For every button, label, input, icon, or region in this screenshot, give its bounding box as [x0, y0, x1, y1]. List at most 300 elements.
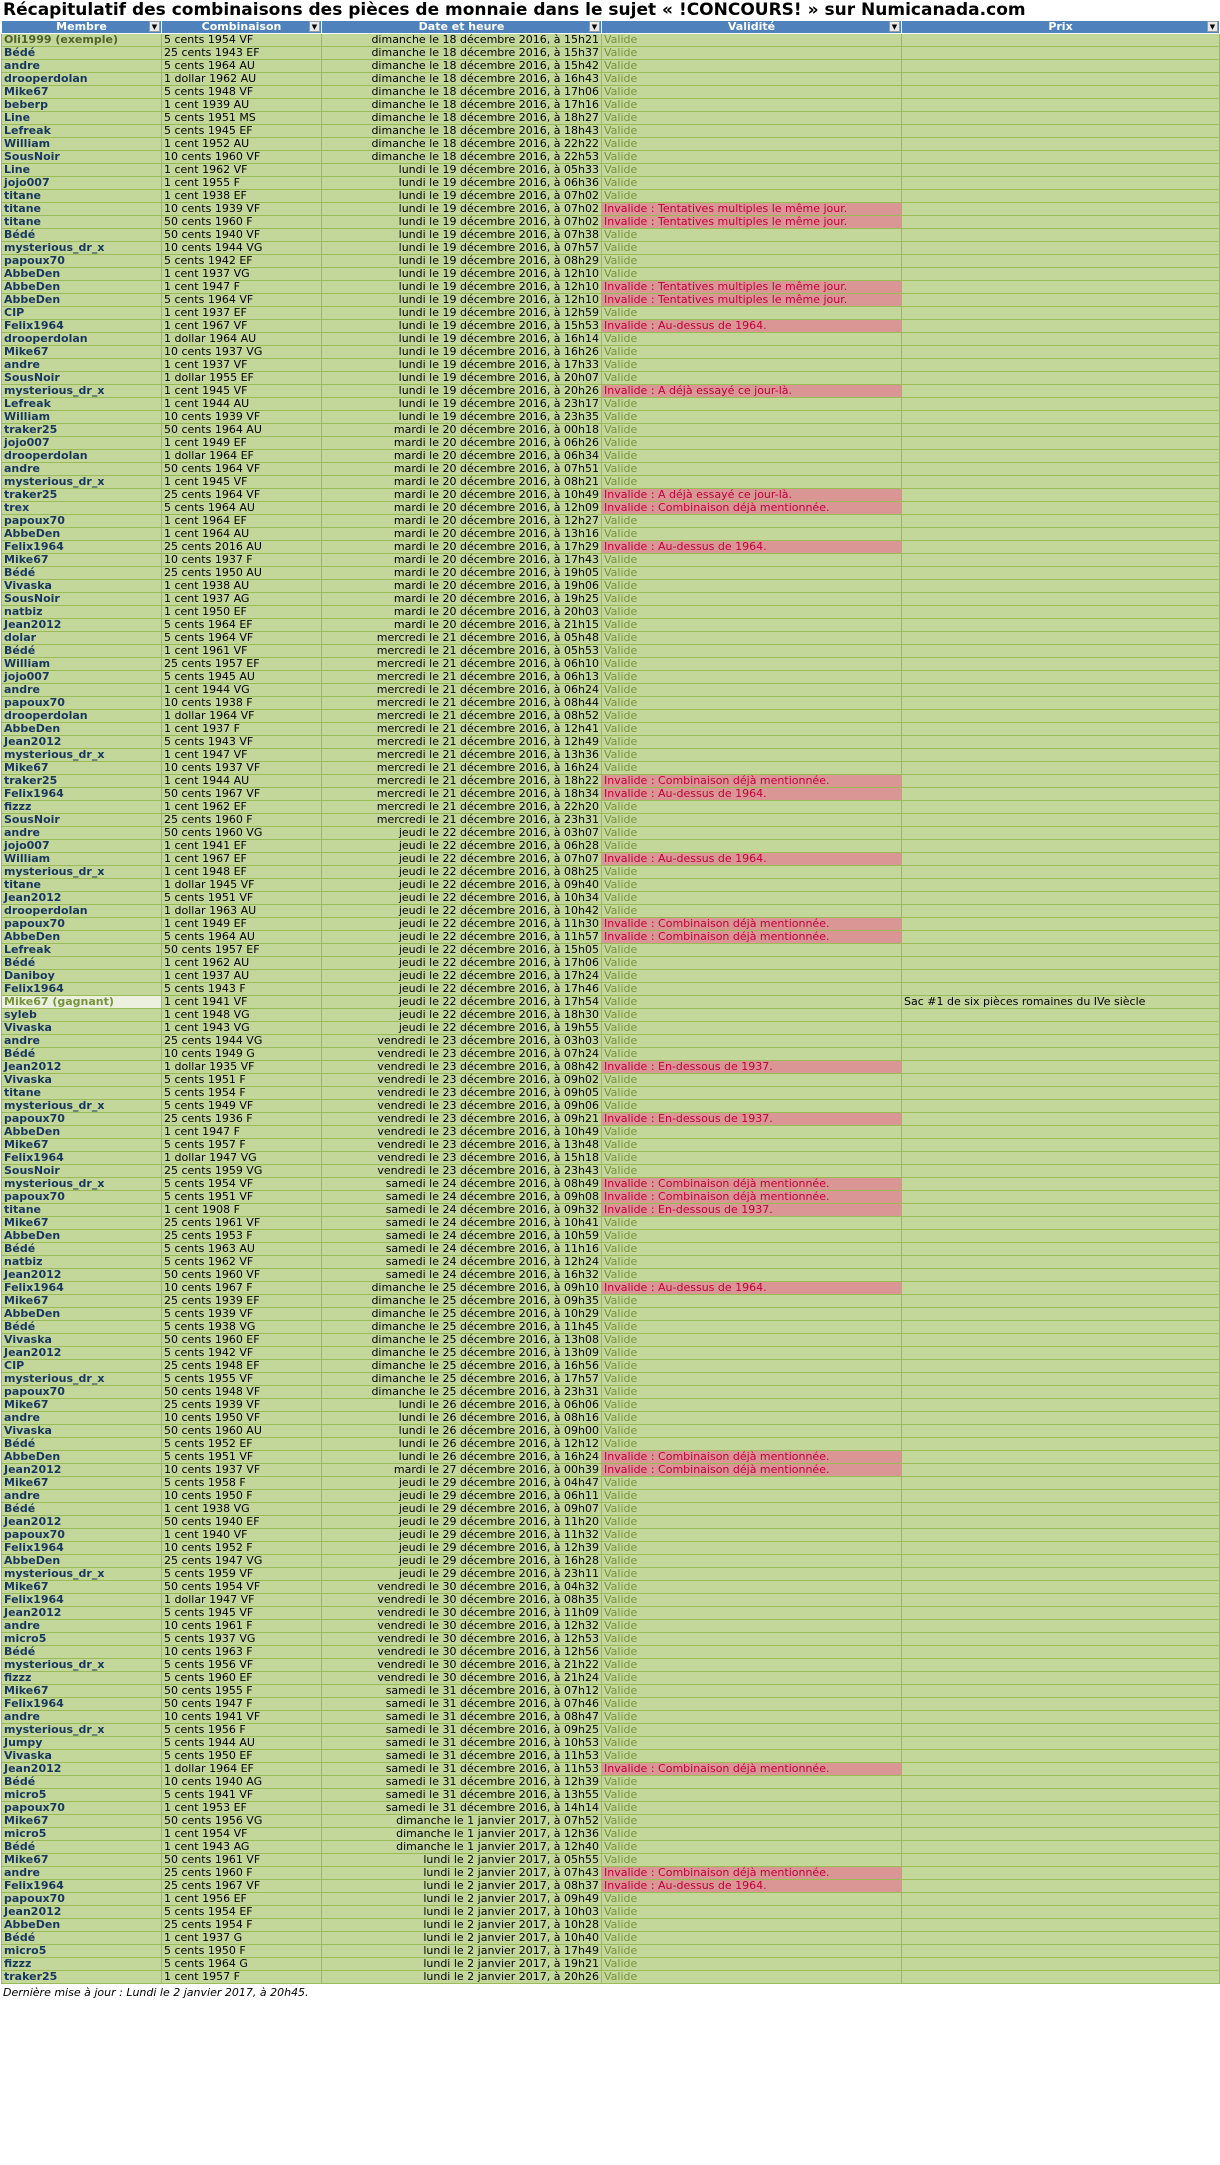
cell-validite[interactable]: Valide — [602, 1386, 902, 1399]
cell-combinaison[interactable]: 1 cent 1939 AU — [162, 99, 322, 112]
cell-membre[interactable]: andre — [2, 827, 162, 840]
cell-validite[interactable]: Valide — [602, 424, 902, 437]
cell-date[interactable]: vendredi le 23 décembre 2016, à 03h03 — [322, 1035, 602, 1048]
cell-membre[interactable]: Bédé — [2, 47, 162, 60]
cell-prix[interactable] — [902, 1750, 1220, 1763]
cell-prix[interactable] — [902, 34, 1220, 47]
cell-combinaison[interactable]: 5 cents 1951 VF — [162, 892, 322, 905]
cell-validite[interactable]: Valide — [602, 1971, 902, 1984]
cell-combinaison[interactable]: 1 cent 1947 F — [162, 281, 322, 294]
cell-membre[interactable]: Vivaska — [2, 1425, 162, 1438]
cell-prix[interactable] — [902, 541, 1220, 554]
cell-date[interactable]: samedi le 24 décembre 2016, à 10h41 — [322, 1217, 602, 1230]
cell-validite[interactable]: Valide — [602, 346, 902, 359]
cell-prix[interactable] — [902, 1958, 1220, 1971]
cell-combinaison[interactable]: 50 cents 1947 F — [162, 1698, 322, 1711]
cell-validite[interactable]: Valide — [602, 463, 902, 476]
cell-membre[interactable]: jojo007 — [2, 840, 162, 853]
cell-date[interactable]: mercredi le 21 décembre 2016, à 06h24 — [322, 684, 602, 697]
cell-combinaison[interactable]: 5 cents 1955 VF — [162, 1373, 322, 1386]
cell-membre[interactable]: Vivaska — [2, 1334, 162, 1347]
cell-prix[interactable] — [902, 515, 1220, 528]
cell-date[interactable]: vendredi le 30 décembre 2016, à 21h22 — [322, 1659, 602, 1672]
cell-validite[interactable]: Valide — [602, 736, 902, 749]
cell-validite[interactable]: Valide — [602, 1620, 902, 1633]
cell-membre[interactable]: titane — [2, 216, 162, 229]
cell-prix[interactable] — [902, 177, 1220, 190]
cell-prix[interactable] — [902, 1555, 1220, 1568]
cell-combinaison[interactable]: 25 cents 1939 EF — [162, 1295, 322, 1308]
cell-validite[interactable]: Valide — [602, 1217, 902, 1230]
cell-validite[interactable]: Valide — [602, 437, 902, 450]
cell-validite[interactable]: Valide — [602, 60, 902, 73]
cell-prix[interactable] — [902, 1022, 1220, 1035]
cell-membre[interactable]: titane — [2, 1087, 162, 1100]
cell-membre[interactable]: AbbeDen — [2, 281, 162, 294]
cell-membre[interactable]: traker25 — [2, 424, 162, 437]
cell-membre[interactable]: Oli1999 (exemple) — [2, 34, 162, 47]
cell-validite[interactable]: Valide — [602, 1828, 902, 1841]
cell-validite[interactable]: Valide — [602, 1256, 902, 1269]
cell-prix[interactable] — [902, 450, 1220, 463]
cell-prix[interactable] — [902, 1347, 1220, 1360]
cell-prix[interactable] — [902, 242, 1220, 255]
cell-combinaison[interactable]: 10 cents 1940 AG — [162, 1776, 322, 1789]
cell-prix[interactable] — [902, 1412, 1220, 1425]
cell-prix[interactable] — [902, 1685, 1220, 1698]
cell-membre[interactable]: SousNoir — [2, 593, 162, 606]
cell-membre[interactable]: Mike67 — [2, 1139, 162, 1152]
cell-membre[interactable]: papoux70 — [2, 1893, 162, 1906]
cell-date[interactable]: samedi le 31 décembre 2016, à 10h53 — [322, 1737, 602, 1750]
cell-membre[interactable]: AbbeDen — [2, 1126, 162, 1139]
cell-combinaison[interactable]: 25 cents 1957 EF — [162, 658, 322, 671]
cell-validite[interactable]: Invalide : Combinaison déjà mentionnée. — [602, 502, 902, 515]
cell-combinaison[interactable]: 10 cents 1938 F — [162, 697, 322, 710]
cell-combinaison[interactable]: 1 dollar 1947 VG — [162, 1152, 322, 1165]
cell-date[interactable]: lundi le 26 décembre 2016, à 12h12 — [322, 1438, 602, 1451]
cell-prix[interactable] — [902, 1607, 1220, 1620]
cell-validite[interactable]: Valide — [602, 801, 902, 814]
cell-combinaison[interactable]: 5 cents 1945 AU — [162, 671, 322, 684]
cell-date[interactable]: samedi le 24 décembre 2016, à 16h32 — [322, 1269, 602, 1282]
cell-membre[interactable]: Vivaska — [2, 1022, 162, 1035]
cell-date[interactable]: lundi le 19 décembre 2016, à 12h59 — [322, 307, 602, 320]
cell-validite[interactable]: Valide — [602, 1685, 902, 1698]
cell-prix[interactable] — [902, 1373, 1220, 1386]
cell-combinaison[interactable]: 1 cent 1948 EF — [162, 866, 322, 879]
cell-date[interactable]: samedi le 31 décembre 2016, à 11h53 — [322, 1763, 602, 1776]
cell-validite[interactable]: Valide — [602, 1724, 902, 1737]
cell-date[interactable]: mercredi le 21 décembre 2016, à 16h24 — [322, 762, 602, 775]
cell-prix[interactable] — [902, 73, 1220, 86]
cell-prix[interactable] — [902, 1802, 1220, 1815]
cell-validite[interactable]: Valide — [602, 112, 902, 125]
cell-prix[interactable] — [902, 437, 1220, 450]
cell-validite[interactable]: Valide — [602, 1919, 902, 1932]
cell-date[interactable]: mercredi le 21 décembre 2016, à 05h53 — [322, 645, 602, 658]
cell-prix[interactable] — [902, 1919, 1220, 1932]
cell-date[interactable]: dimanche le 1 janvier 2017, à 12h36 — [322, 1828, 602, 1841]
cell-membre[interactable]: dolar — [2, 632, 162, 645]
cell-combinaison[interactable]: 25 cents 2016 AU — [162, 541, 322, 554]
cell-combinaison[interactable]: 5 cents 1954 F — [162, 1087, 322, 1100]
cell-prix[interactable] — [902, 1217, 1220, 1230]
cell-combinaison[interactable]: 1 cent 1937 VG — [162, 268, 322, 281]
cell-date[interactable]: jeudi le 22 décembre 2016, à 06h28 — [322, 840, 602, 853]
cell-prix[interactable] — [902, 736, 1220, 749]
cell-membre[interactable]: AbbeDen — [2, 931, 162, 944]
cell-date[interactable]: mardi le 20 décembre 2016, à 07h51 — [322, 463, 602, 476]
cell-prix[interactable] — [902, 632, 1220, 645]
cell-membre[interactable]: Vivaska — [2, 580, 162, 593]
cell-validite[interactable]: Invalide : Tentatives multiples le même jour. — [602, 203, 902, 216]
cell-validite[interactable]: Valide — [602, 73, 902, 86]
cell-date[interactable]: lundi le 19 décembre 2016, à 12h10 — [322, 281, 602, 294]
cell-prix[interactable] — [902, 1243, 1220, 1256]
cell-validite[interactable]: Valide — [602, 1737, 902, 1750]
cell-validite[interactable]: Valide — [602, 1425, 902, 1438]
cell-date[interactable]: jeudi le 29 décembre 2016, à 23h11 — [322, 1568, 602, 1581]
cell-validite[interactable]: Invalide : Au-dessus de 1964. — [602, 1282, 902, 1295]
cell-date[interactable]: lundi le 19 décembre 2016, à 07h02 — [322, 190, 602, 203]
cell-membre[interactable]: Felix1964 — [2, 983, 162, 996]
cell-validite[interactable]: Invalide : Combinaison déjà mentionnée. — [602, 918, 902, 931]
cell-membre[interactable]: Bédé — [2, 1243, 162, 1256]
cell-date[interactable]: lundi le 19 décembre 2016, à 23h17 — [322, 398, 602, 411]
cell-membre[interactable]: SousNoir — [2, 372, 162, 385]
cell-combinaison[interactable]: 1 cent 1949 EF — [162, 437, 322, 450]
cell-membre[interactable]: Lefreak — [2, 944, 162, 957]
cell-date[interactable]: vendredi le 30 décembre 2016, à 11h09 — [322, 1607, 602, 1620]
cell-prix[interactable] — [902, 502, 1220, 515]
cell-combinaison[interactable]: 10 cents 1939 VF — [162, 203, 322, 216]
cell-combinaison[interactable]: 10 cents 1937 F — [162, 554, 322, 567]
cell-validite[interactable]: Valide — [602, 1009, 902, 1022]
cell-validite[interactable]: Valide — [602, 1659, 902, 1672]
cell-date[interactable]: samedi le 31 décembre 2016, à 11h53 — [322, 1750, 602, 1763]
cell-validite[interactable]: Valide — [602, 580, 902, 593]
cell-date[interactable]: lundi le 2 janvier 2017, à 10h40 — [322, 1932, 602, 1945]
cell-combinaison[interactable]: 1 cent 1943 AG — [162, 1841, 322, 1854]
cell-date[interactable]: vendredi le 23 décembre 2016, à 08h42 — [322, 1061, 602, 1074]
cell-prix[interactable] — [902, 1048, 1220, 1061]
cell-membre[interactable]: papoux70 — [2, 515, 162, 528]
cell-validite[interactable]: Valide — [602, 229, 902, 242]
cell-membre[interactable]: William — [2, 138, 162, 151]
cell-date[interactable]: lundi le 19 décembre 2016, à 08h29 — [322, 255, 602, 268]
cell-combinaison[interactable]: 5 cents 1939 VF — [162, 1308, 322, 1321]
cell-validite[interactable]: Valide — [602, 372, 902, 385]
cell-date[interactable]: dimanche le 18 décembre 2016, à 15h37 — [322, 47, 602, 60]
cell-validite[interactable]: Valide — [602, 1815, 902, 1828]
cell-combinaison[interactable]: 25 cents 1944 VG — [162, 1035, 322, 1048]
cell-membre[interactable]: Felix1964 — [2, 1594, 162, 1607]
cell-validite[interactable]: Valide — [602, 1932, 902, 1945]
cell-validite[interactable]: Valide — [602, 1100, 902, 1113]
cell-validite[interactable]: Valide — [602, 1230, 902, 1243]
cell-prix[interactable] — [902, 346, 1220, 359]
cell-combinaison[interactable]: 1 dollar 1964 VF — [162, 710, 322, 723]
cell-membre[interactable]: papoux70 — [2, 697, 162, 710]
cell-prix[interactable] — [902, 1711, 1220, 1724]
cell-validite[interactable]: Valide — [602, 632, 902, 645]
cell-combinaison[interactable]: 1 cent 1945 VF — [162, 385, 322, 398]
cell-membre[interactable]: traker25 — [2, 775, 162, 788]
cell-combinaison[interactable]: 5 cents 1951 VF — [162, 1451, 322, 1464]
cell-prix[interactable] — [902, 1659, 1220, 1672]
cell-date[interactable]: jeudi le 29 décembre 2016, à 06h11 — [322, 1490, 602, 1503]
cell-prix[interactable] — [902, 1269, 1220, 1282]
cell-prix[interactable] — [902, 1165, 1220, 1178]
cell-combinaison[interactable]: 1 cent 1964 AU — [162, 528, 322, 541]
cell-combinaison[interactable]: 25 cents 1967 VF — [162, 1880, 322, 1893]
cell-prix[interactable] — [902, 723, 1220, 736]
cell-prix[interactable] — [902, 86, 1220, 99]
cell-date[interactable]: lundi le 19 décembre 2016, à 12h10 — [322, 294, 602, 307]
cell-membre[interactable]: mysterious_dr_x — [2, 866, 162, 879]
cell-validite[interactable]: Valide — [602, 1477, 902, 1490]
cell-combinaison[interactable]: 5 cents 1938 VG — [162, 1321, 322, 1334]
cell-validite[interactable]: Valide — [602, 1269, 902, 1282]
cell-combinaison[interactable]: 1 cent 1944 VG — [162, 684, 322, 697]
cell-membre[interactable]: Mike67 — [2, 346, 162, 359]
cell-prix[interactable] — [902, 931, 1220, 944]
cell-combinaison[interactable]: 50 cents 1940 VF — [162, 229, 322, 242]
cell-combinaison[interactable]: 1 cent 1940 VF — [162, 1529, 322, 1542]
cell-membre[interactable]: Felix1964 — [2, 1282, 162, 1295]
cell-validite[interactable]: Valide — [602, 99, 902, 112]
cell-date[interactable]: mardi le 20 décembre 2016, à 20h03 — [322, 606, 602, 619]
cell-date[interactable]: jeudi le 29 décembre 2016, à 12h39 — [322, 1542, 602, 1555]
cell-date[interactable]: lundi le 19 décembre 2016, à 17h33 — [322, 359, 602, 372]
cell-membre[interactable]: drooperdolan — [2, 333, 162, 346]
cell-prix[interactable] — [902, 1139, 1220, 1152]
cell-validite[interactable]: Valide — [602, 905, 902, 918]
cell-combinaison[interactable]: 10 cents 1941 VF — [162, 1711, 322, 1724]
cell-date[interactable]: dimanche le 25 décembre 2016, à 17h57 — [322, 1373, 602, 1386]
cell-validite[interactable]: Valide — [602, 1802, 902, 1815]
cell-date[interactable]: jeudi le 22 décembre 2016, à 10h42 — [322, 905, 602, 918]
cell-combinaison[interactable]: 1 cent 1937 G — [162, 1932, 322, 1945]
cell-prix[interactable] — [902, 190, 1220, 203]
cell-validite[interactable]: Invalide : Combinaison déjà mentionnée. — [602, 1191, 902, 1204]
cell-date[interactable]: lundi le 19 décembre 2016, à 16h26 — [322, 346, 602, 359]
cell-validite[interactable]: Invalide : Combinaison déjà mentionnée. — [602, 1451, 902, 1464]
cell-combinaison[interactable]: 10 cents 1952 F — [162, 1542, 322, 1555]
cell-validite[interactable]: Valide — [602, 710, 902, 723]
cell-combinaison[interactable]: 1 cent 1938 VG — [162, 1503, 322, 1516]
cell-validite[interactable]: Valide — [602, 1347, 902, 1360]
cell-validite[interactable]: Valide — [602, 515, 902, 528]
cell-membre[interactable]: Line — [2, 112, 162, 125]
cell-membre[interactable]: natbiz — [2, 606, 162, 619]
cell-prix[interactable] — [902, 138, 1220, 151]
cell-membre[interactable]: Line — [2, 164, 162, 177]
cell-combinaison[interactable]: 10 cents 1949 G — [162, 1048, 322, 1061]
cell-combinaison[interactable]: 1 cent 1961 VF — [162, 645, 322, 658]
cell-date[interactable]: dimanche le 18 décembre 2016, à 18h43 — [322, 125, 602, 138]
cell-membre[interactable]: William — [2, 853, 162, 866]
cell-prix[interactable] — [902, 307, 1220, 320]
cell-date[interactable]: mardi le 20 décembre 2016, à 06h34 — [322, 450, 602, 463]
cell-date[interactable]: lundi le 2 janvier 2017, à 19h21 — [322, 1958, 602, 1971]
cell-validite[interactable]: Valide — [602, 1152, 902, 1165]
cell-combinaison[interactable]: 1 cent 1945 VF — [162, 476, 322, 489]
cell-validite[interactable]: Valide — [602, 684, 902, 697]
cell-date[interactable]: vendredi le 23 décembre 2016, à 07h24 — [322, 1048, 602, 1061]
cell-validite[interactable]: Valide — [602, 1906, 902, 1919]
cell-date[interactable]: samedi le 31 décembre 2016, à 07h12 — [322, 1685, 602, 1698]
cell-validite[interactable]: Valide — [602, 1373, 902, 1386]
cell-membre[interactable]: Mike67 — [2, 1399, 162, 1412]
cell-membre[interactable]: Mike67 — [2, 762, 162, 775]
cell-combinaison[interactable]: 1 dollar 1935 VF — [162, 1061, 322, 1074]
cell-validite[interactable]: Valide — [602, 1893, 902, 1906]
cell-combinaison[interactable]: 50 cents 1956 VG — [162, 1815, 322, 1828]
cell-date[interactable]: mardi le 20 décembre 2016, à 13h16 — [322, 528, 602, 541]
cell-membre[interactable]: drooperdolan — [2, 710, 162, 723]
cell-combinaison[interactable]: 25 cents 1964 VF — [162, 489, 322, 502]
cell-membre[interactable]: titane — [2, 190, 162, 203]
cell-date[interactable]: mardi le 20 décembre 2016, à 17h43 — [322, 554, 602, 567]
cell-combinaison[interactable]: 50 cents 1961 VF — [162, 1854, 322, 1867]
cell-prix[interactable] — [902, 294, 1220, 307]
cell-membre[interactable]: papoux70 — [2, 1802, 162, 1815]
cell-combinaison[interactable]: 50 cents 1957 EF — [162, 944, 322, 957]
cell-combinaison[interactable]: 10 cents 1937 VG — [162, 346, 322, 359]
cell-membre[interactable]: drooperdolan — [2, 905, 162, 918]
cell-validite[interactable]: Valide — [602, 151, 902, 164]
cell-prix[interactable] — [902, 1230, 1220, 1243]
cell-date[interactable]: mercredi le 21 décembre 2016, à 05h48 — [322, 632, 602, 645]
cell-membre[interactable]: Bédé — [2, 1841, 162, 1854]
cell-combinaison[interactable]: 50 cents 1960 VG — [162, 827, 322, 840]
cell-prix[interactable] — [902, 944, 1220, 957]
cell-validite[interactable]: Invalide : Tentatives multiples le même jour. — [602, 216, 902, 229]
cell-combinaison[interactable]: 1 dollar 1962 AU — [162, 73, 322, 86]
cell-combinaison[interactable]: 1 cent 1955 F — [162, 177, 322, 190]
cell-combinaison[interactable]: 1 cent 1937 VF — [162, 359, 322, 372]
cell-validite[interactable]: Valide — [602, 1516, 902, 1529]
cell-prix[interactable] — [902, 333, 1220, 346]
cell-combinaison[interactable]: 5 cents 1962 VF — [162, 1256, 322, 1269]
cell-combinaison[interactable]: 1 cent 1950 EF — [162, 606, 322, 619]
cell-prix[interactable] — [902, 1893, 1220, 1906]
cell-date[interactable]: mercredi le 21 décembre 2016, à 06h13 — [322, 671, 602, 684]
cell-prix[interactable] — [902, 905, 1220, 918]
cell-prix[interactable] — [902, 424, 1220, 437]
cell-combinaison[interactable]: 1 cent 1937 AU — [162, 970, 322, 983]
cell-combinaison[interactable]: 1 cent 1952 AU — [162, 138, 322, 151]
cell-date[interactable]: dimanche le 25 décembre 2016, à 13h09 — [322, 1347, 602, 1360]
cell-validite[interactable]: Valide — [602, 827, 902, 840]
cell-combinaison[interactable]: 50 cents 1948 VF — [162, 1386, 322, 1399]
cell-date[interactable]: jeudi le 22 décembre 2016, à 15h05 — [322, 944, 602, 957]
cell-validite[interactable]: Invalide : Au-dessus de 1964. — [602, 320, 902, 333]
cell-prix[interactable] — [902, 1841, 1220, 1854]
cell-membre[interactable]: Bédé — [2, 1321, 162, 1334]
cell-prix[interactable] — [902, 1763, 1220, 1776]
cell-combinaison[interactable]: 25 cents 1960 F — [162, 1867, 322, 1880]
cell-combinaison[interactable]: 5 cents 1951 VF — [162, 1191, 322, 1204]
cell-combinaison[interactable]: 10 cents 1937 VF — [162, 1464, 322, 1477]
cell-validite[interactable]: Valide — [602, 645, 902, 658]
cell-membre[interactable]: drooperdolan — [2, 450, 162, 463]
cell-membre[interactable]: beberp — [2, 99, 162, 112]
cell-date[interactable]: dimanche le 25 décembre 2016, à 10h29 — [322, 1308, 602, 1321]
cell-prix[interactable] — [902, 671, 1220, 684]
cell-prix[interactable] — [902, 216, 1220, 229]
cell-validite[interactable]: Valide — [602, 1412, 902, 1425]
cell-date[interactable]: dimanche le 1 janvier 2017, à 07h52 — [322, 1815, 602, 1828]
cell-combinaison[interactable]: 1 cent 1944 AU — [162, 398, 322, 411]
cell-prix[interactable] — [902, 983, 1220, 996]
cell-membre[interactable]: AbbeDen — [2, 1919, 162, 1932]
cell-date[interactable]: samedi le 31 décembre 2016, à 09h25 — [322, 1724, 602, 1737]
cell-date[interactable]: lundi le 19 décembre 2016, à 07h02 — [322, 203, 602, 216]
cell-membre[interactable]: SousNoir — [2, 151, 162, 164]
cell-validite[interactable]: Valide — [602, 1698, 902, 1711]
cell-prix[interactable] — [902, 1633, 1220, 1646]
cell-validite[interactable]: Valide — [602, 658, 902, 671]
cell-validite[interactable]: Valide — [602, 892, 902, 905]
cell-combinaison[interactable]: 5 cents 1964 EF — [162, 619, 322, 632]
cell-validite[interactable]: Invalide : Combinaison déjà mentionnée. — [602, 775, 902, 788]
cell-prix[interactable] — [902, 1204, 1220, 1217]
cell-combinaison[interactable]: 5 cents 1945 VF — [162, 1607, 322, 1620]
cell-validite[interactable]: Valide — [602, 1945, 902, 1958]
cell-prix[interactable] — [902, 801, 1220, 814]
cell-membre[interactable]: Mike67 (gagnant) — [2, 996, 162, 1009]
cell-combinaison[interactable]: 5 cents 1954 VF — [162, 34, 322, 47]
cell-prix[interactable] — [902, 957, 1220, 970]
cell-membre[interactable]: Felix1964 — [2, 1542, 162, 1555]
cell-prix[interactable] — [902, 47, 1220, 60]
cell-prix[interactable] — [902, 775, 1220, 788]
cell-combinaison[interactable]: 5 cents 1963 AU — [162, 1243, 322, 1256]
cell-date[interactable]: lundi le 19 décembre 2016, à 12h10 — [322, 268, 602, 281]
cell-validite[interactable]: Invalide : Au-dessus de 1964. — [602, 541, 902, 554]
cell-prix[interactable] — [902, 268, 1220, 281]
cell-combinaison[interactable]: 5 cents 1956 F — [162, 1724, 322, 1737]
cell-date[interactable]: dimanche le 25 décembre 2016, à 09h10 — [322, 1282, 602, 1295]
cell-date[interactable]: vendredi le 30 décembre 2016, à 12h53 — [322, 1633, 602, 1646]
cell-prix[interactable] — [902, 840, 1220, 853]
cell-combinaison[interactable]: 50 cents 1960 EF — [162, 1334, 322, 1347]
cell-membre[interactable]: Felix1964 — [2, 320, 162, 333]
cell-membre[interactable]: William — [2, 411, 162, 424]
cell-combinaison[interactable]: 1 cent 1953 EF — [162, 1802, 322, 1815]
cell-validite[interactable]: Valide — [602, 177, 902, 190]
cell-prix[interactable] — [902, 1542, 1220, 1555]
cell-date[interactable]: lundi le 2 janvier 2017, à 20h26 — [322, 1971, 602, 1984]
cell-validite[interactable]: Invalide : Au-dessus de 1964. — [602, 788, 902, 801]
cell-membre[interactable]: micro5 — [2, 1828, 162, 1841]
filter-dropdown-icon[interactable]: ▼ — [889, 21, 900, 32]
cell-prix[interactable] — [902, 892, 1220, 905]
cell-combinaison[interactable]: 25 cents 1953 F — [162, 1230, 322, 1243]
cell-combinaison[interactable]: 5 cents 1954 VF — [162, 1178, 322, 1191]
cell-date[interactable]: mercredi le 21 décembre 2016, à 12h41 — [322, 723, 602, 736]
cell-validite[interactable]: Valide — [602, 1854, 902, 1867]
cell-validite[interactable]: Valide — [602, 879, 902, 892]
cell-date[interactable]: jeudi le 22 décembre 2016, à 10h34 — [322, 892, 602, 905]
cell-date[interactable]: lundi le 19 décembre 2016, à 07h57 — [322, 242, 602, 255]
cell-membre[interactable]: Jean2012 — [2, 1347, 162, 1360]
cell-combinaison[interactable]: 5 cents 1950 F — [162, 1945, 322, 1958]
cell-membre[interactable]: SousNoir — [2, 814, 162, 827]
